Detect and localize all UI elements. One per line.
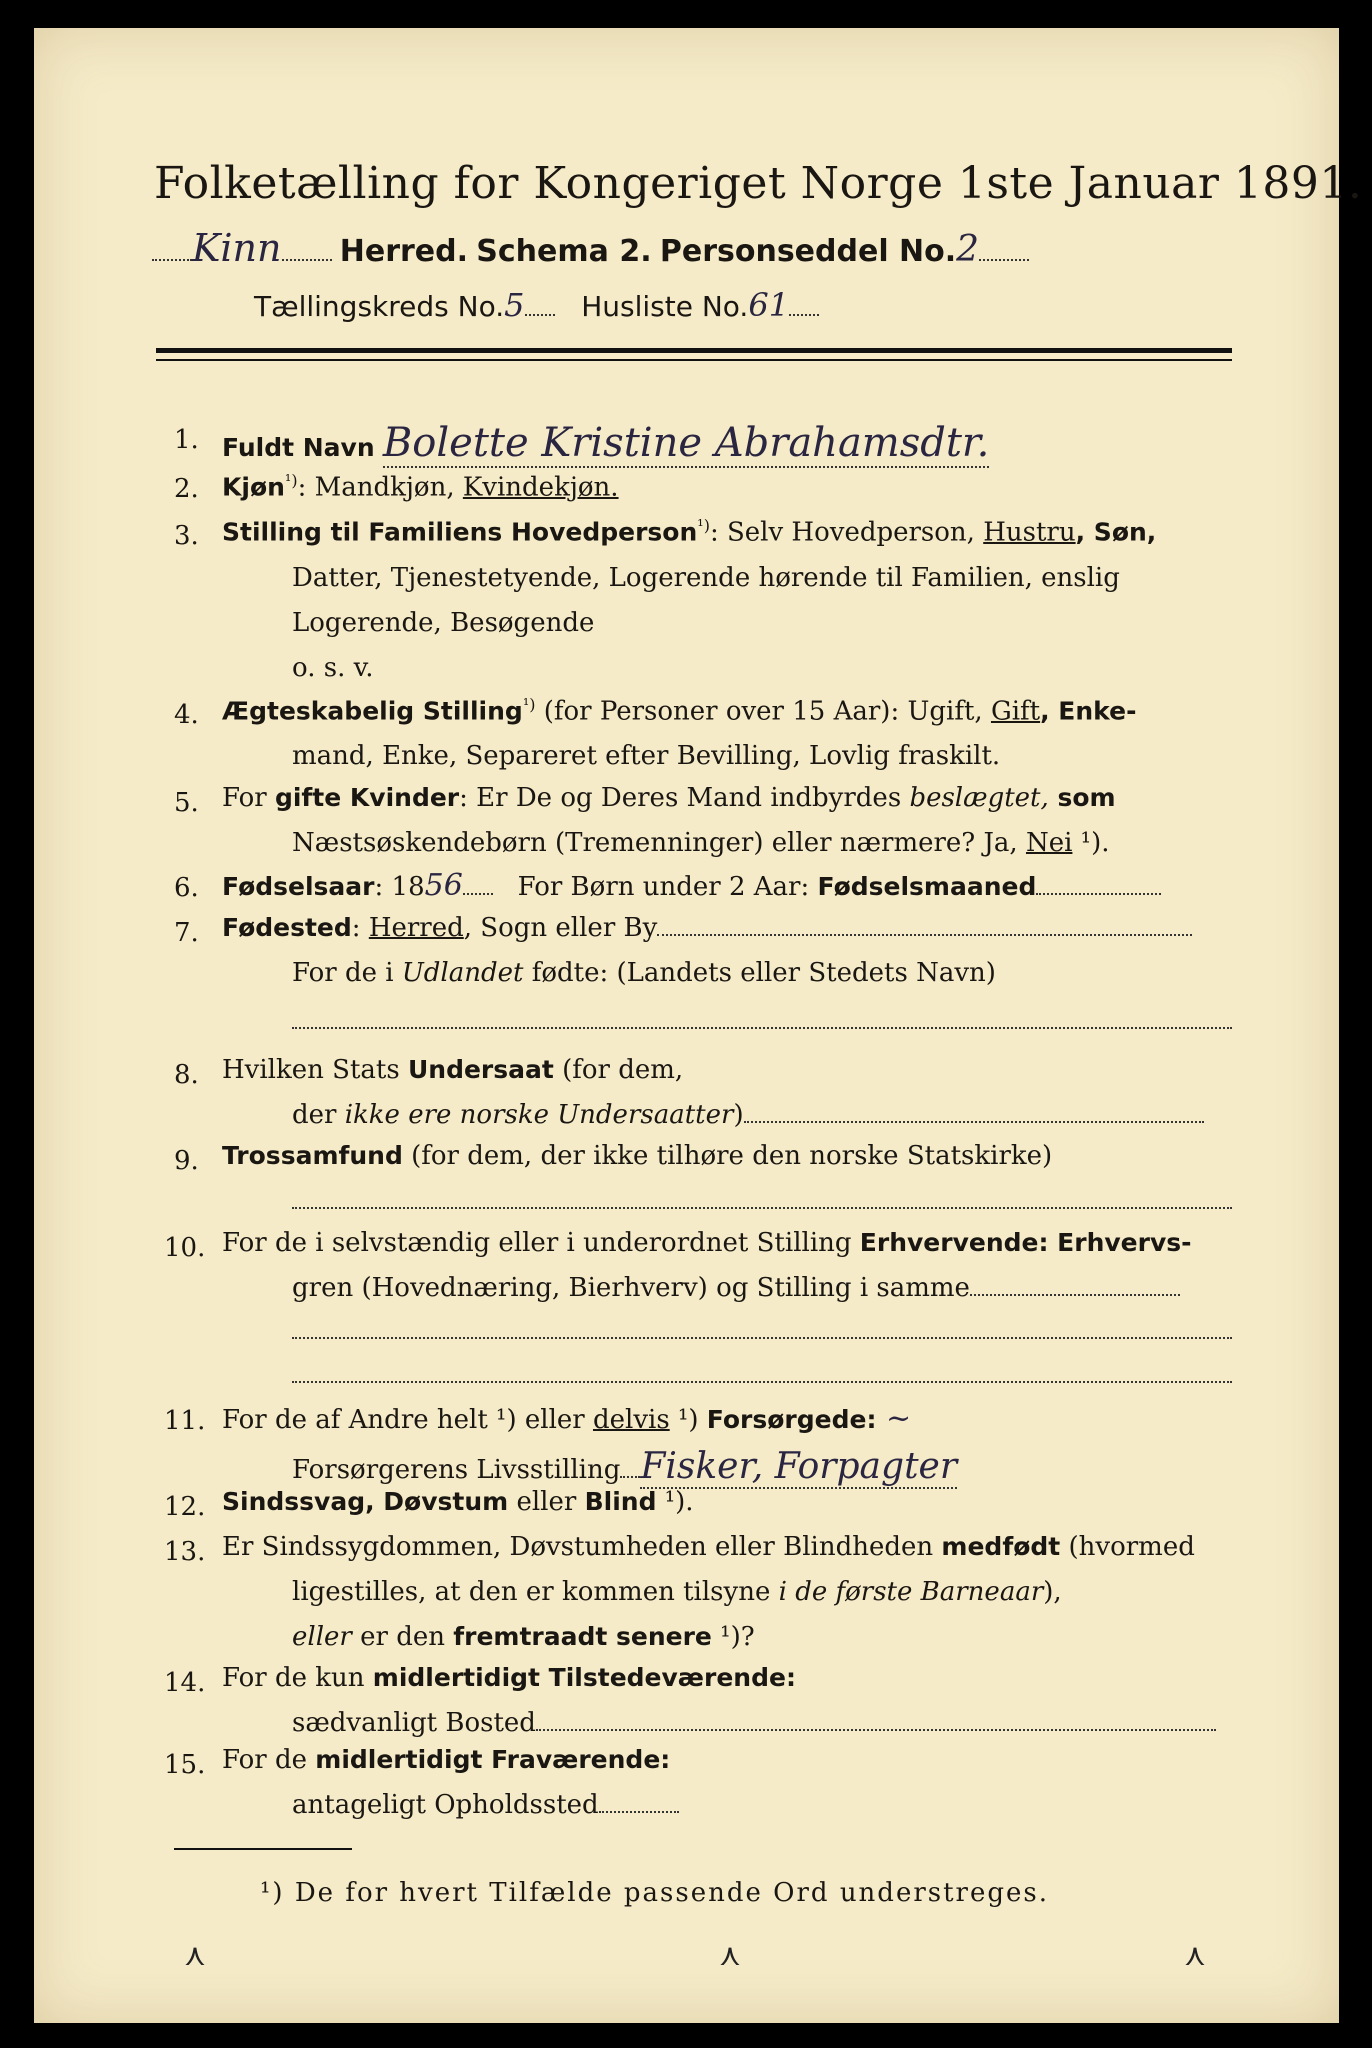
q2-line: Kjøn$^{^1)}$: Mandkjøn, Kvindekjøn. [222,471,619,503]
form-title: Folketælling for Kongeriget Norge 1ste Januar 1891. [154,158,1363,209]
q9-number: 9. [174,1146,199,1176]
census-form [34,28,1363,2023]
q12-label: Sindssvag, Døvstum [222,1487,509,1516]
q6-value: 56 [424,868,463,903]
q11-number: 11. [164,1406,206,1436]
q15-label: midlertidigt Fraværende: [315,1745,671,1774]
q3-number: 3. [174,521,199,551]
q11-line2: Forsørgerens Livsstilling Fisker, Forpagter [292,1446,958,1487]
q13-line2: ligestilles, at den er kommen tilsyne i de første Barneaar), [292,1577,1062,1607]
q14-line2: sædvanligt Bosted [292,1708,1216,1738]
q3-line4: o. s. v. [292,653,374,683]
schema-label: Schema 2. [476,234,652,269]
q3-line1: Stilling til Familiens Hovedperson$^{^1)}$: Selv Hovedperson, Hustru, Søn, [222,516,1157,548]
q7-line1: Fødested: Herred, Sogn eller By [222,913,1192,943]
q11-line1: For de af Andre helt ¹) eller delvis ¹) Forsørgede: ~ [222,1401,912,1436]
herred-line [152,226,1029,270]
q2-label: Kjøn [222,472,285,502]
q13-number: 13. [164,1537,206,1567]
q4-gift: Gift [990,696,1041,727]
q4-number: 4. [174,700,199,730]
herred-value: Kinn [192,226,282,270]
q14-number: 14. [164,1668,206,1698]
q7-number: 7. [174,918,199,948]
q6-number: 6. [174,873,199,903]
q10-line1: For de i selvstændig eller i underordnet Stilling Erhvervende: Erhvervs- [222,1228,1192,1258]
header-rule-thick [156,348,1232,353]
q9-blank-line [292,1206,1232,1209]
q9-label: Trossamfund [222,1141,403,1170]
kreds-value: 5 [504,286,525,324]
q15-line2: antageligt Opholdssted [292,1790,679,1820]
q1-number: 1. [174,425,199,455]
q13-line3: eller er den fremtraadt senere ¹)? [292,1622,755,1652]
q15-number: 15. [164,1750,206,1780]
q8-number: 8. [174,1060,199,1090]
header-rule-thin [156,359,1232,361]
q13-line1: Er Sindssygdommen, Døvstumheden eller Blindheden medfødt (hvormed [222,1532,1195,1562]
q4-label: Ægteskabelig Stilling [222,696,523,726]
q7-label: Fødested [222,913,352,942]
q12-line: Sindssvag, Døvstum eller Blind ¹). [222,1487,694,1517]
q9-line: Trossamfund (for dem, der ikke tilhøre den norske Statskirke) [222,1141,1053,1171]
q6-line: Fødselsaar: 1856 For Børn under 2 Aar: Fødselsmaaned [222,868,1161,903]
q4-line2: mand, Enke, Separeret efter Bevilling, Lovlig fraskilt. [292,741,1001,771]
q10-label: Erhvervende: Erhvervs- [859,1228,1192,1257]
q1-line [222,420,989,466]
q7-line2: For de i Udlandet fødte: (Landets eller Stedets Navn) [292,958,996,988]
q2-kvindekjon: Kvindekjøn. [462,472,619,503]
q3-line3: Logerende, Besøgende [292,608,595,638]
q11-value: Fisker, Forpagter [640,1446,958,1487]
footnote: ¹) De for hvert Tilfælde passende Ord understreges. [260,1878,1050,1908]
q6-label: Fødselsaar [222,872,375,901]
q8-label: Undersaat [407,1055,554,1084]
corner-mark-left: ⋏ [184,1938,206,1973]
q10-line2: gren (Hovednæring, Bierhverv) og Stilling i samme [292,1273,1180,1303]
q14-line1: For de kun midlertidigt Tilstedeværende: [222,1663,796,1693]
q2-number: 2. [174,474,199,504]
q15-line1: For de midlertidigt Fraværende: [222,1745,671,1775]
q5-line2: Næstsøskendebørn (Tremenninger) eller nærmere? Ja, Nei ¹). [292,828,1110,858]
husliste-label: Husliste No. [581,290,749,323]
q14-label: midlertidigt Tilstedeværende: [372,1663,796,1692]
q1-label: Fuldt Navn [222,433,375,462]
q10-number: 10. [164,1233,206,1263]
q13-label: medfødt [941,1532,1061,1561]
q7-blank-line [292,1026,1232,1029]
husliste-value: 61 [748,286,790,324]
herred-label: Herred. [339,234,469,269]
kreds-label: Tællingskreds No. [254,290,505,323]
q12-number: 12. [164,1492,206,1522]
q8-line2: der ikke ere norske Undersaatter) [292,1100,1204,1130]
q5-label: gifte Kvinder [274,783,460,812]
q10-blank-line-1 [292,1336,1232,1339]
q3-hustru: Hustru [983,517,1076,548]
q11-label: Forsørgede: [706,1405,877,1434]
q4-line1: Ægteskabelig Stilling$^{^1)}$ (for Personer over 15 Aar): Ugift, Gift, Enke- [222,695,1137,727]
corner-mark-center: ⋏ [719,1938,741,1973]
q5-nei: Nei [1025,828,1073,858]
q7-herred: Herred [368,913,464,943]
q8-line1: Hvilken Stats Undersaat (for dem, [222,1055,684,1085]
kreds-line [254,286,819,324]
q5-number: 5. [174,788,199,818]
personseddel-value: 2 [956,229,980,270]
footnote-rule [174,1848,352,1850]
personseddel-label: Personseddel No. [659,234,957,269]
q10-blank-line-2 [292,1380,1232,1383]
q5-line1: For gifte Kvinder: Er De og Deres Mand indbyrdes beslægtet, som [222,783,1116,813]
q3-label: Stilling til Familiens Hovedperson [222,517,698,547]
corner-mark-right: ⋏ [1184,1938,1206,1973]
q1-value: Bolette Kristine Abrahamsdtr. [382,420,990,466]
q3-line2: Datter, Tjenestetyende, Logerende hørende til Familien, enslig [292,563,1120,593]
